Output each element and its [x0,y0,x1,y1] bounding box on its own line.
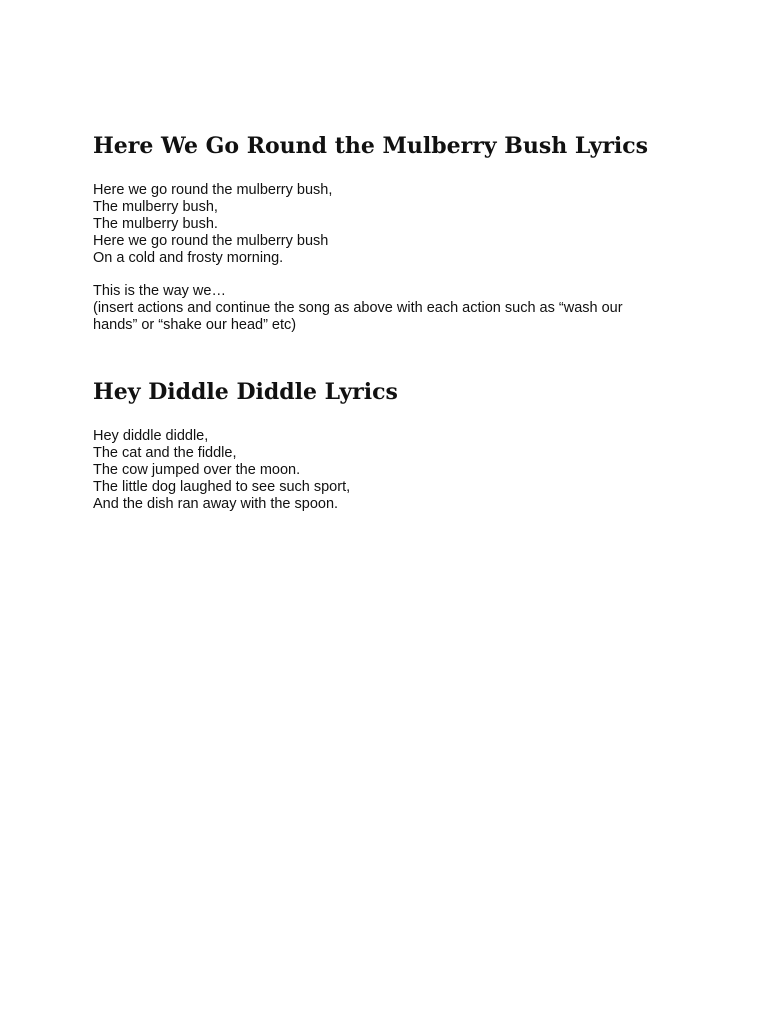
lyric-line: The cat and the fiddle, [93,445,237,461]
note-line: (insert actions and continue the song as above with each action such as “wash our [93,300,623,316]
note-line: This is the way we… [93,283,226,299]
lyric-line: And the dish ran away with the spoon. [93,496,339,512]
lyrics-mulberry-bush-verse [93,182,693,267]
lyrics-hey-diddle-diddle-verse [93,428,693,513]
note-line: hands” or “shake our head” etc) [93,317,297,333]
lyric-line: The mulberry bush, [93,199,218,215]
lyric-line: Here we go round the mulberry bush [93,233,329,249]
section-title-mulberry-bush: Here We Go Round the Mulberry Bush Lyrics [93,133,649,159]
lyric-line: On a cold and frosty morning. [93,250,284,266]
lyrics-mulberry-bush-note [93,283,693,334]
lyric-line: The little dog laughed to see such sport, [93,479,351,495]
lyric-line: The mulberry bush. [93,216,218,232]
section-title-hey-diddle-diddle: Hey Diddle Diddle Lyrics [93,379,398,405]
lyric-line: Here we go round the mulberry bush, [93,182,333,198]
lyric-line: The cow jumped over the moon. [93,462,301,478]
lyric-line: Hey diddle diddle, [93,428,209,444]
